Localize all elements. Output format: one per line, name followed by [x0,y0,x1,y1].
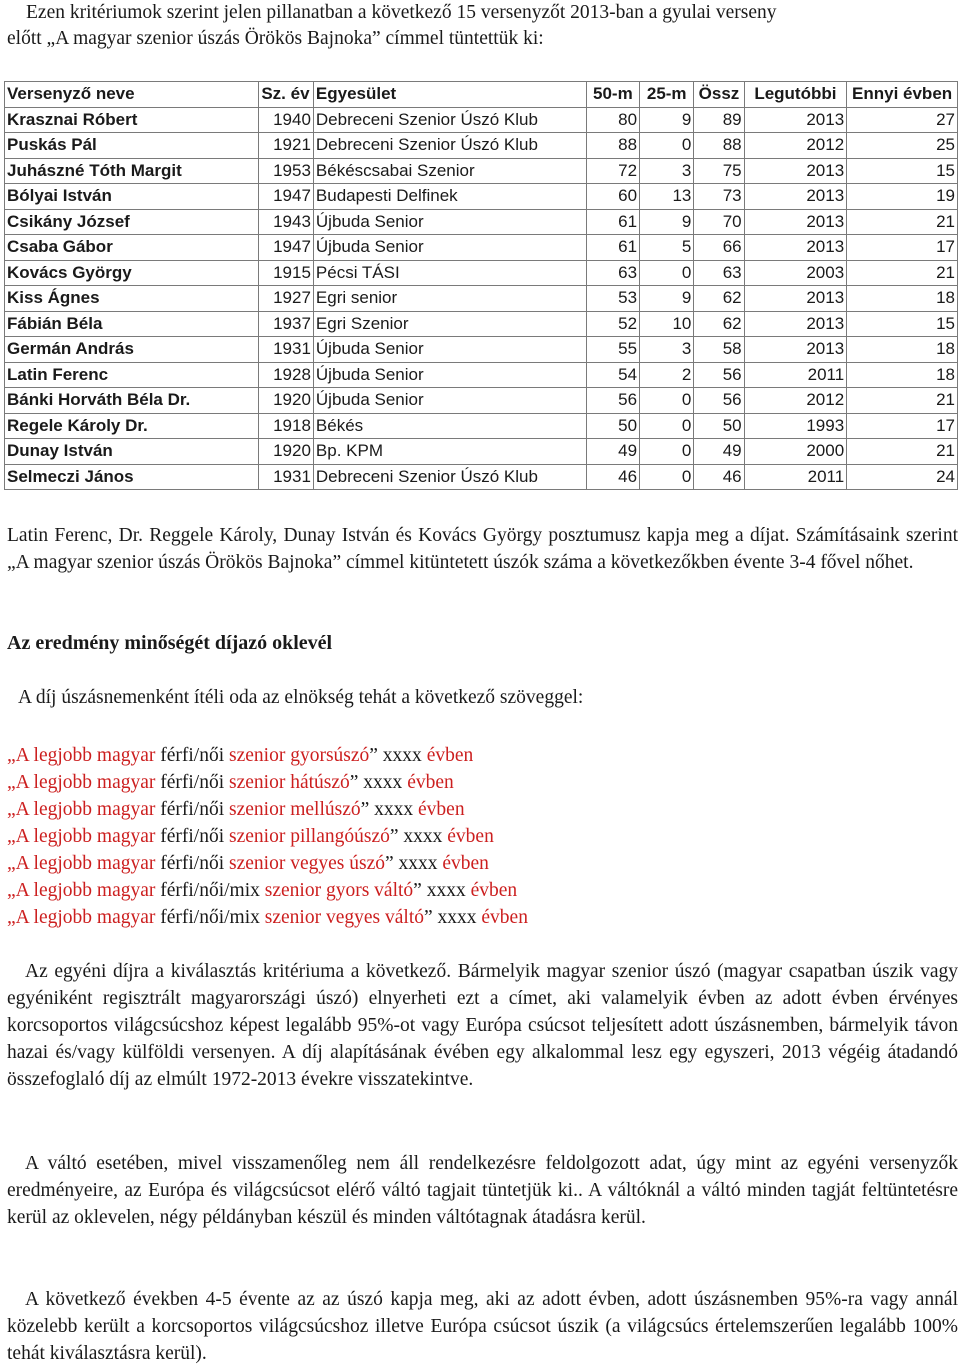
award-part-d: ” xxxx [413,880,471,901]
cell-name: Juhászné Tóth Margit [5,158,259,184]
cell-birth-year: 1940 [259,107,314,133]
cell-m25: 3 [640,158,694,184]
cell-club: Debreceni Szenior Úszó Klub [313,107,586,133]
cell-m50: 54 [586,362,639,388]
cell-years: 21 [847,388,958,414]
award-title [7,877,528,904]
cell-years: 24 [847,464,958,490]
paragraph-relay [7,1150,958,1231]
table-row [5,133,958,159]
header-birth-year: Sz. év [259,82,314,108]
cell-birth-year: 1931 [259,337,314,363]
cell-birth-year: 1943 [259,209,314,235]
cell-total: 75 [694,158,744,184]
award-title [7,904,528,931]
cell-m50: 53 [586,286,639,312]
table-row [5,286,958,312]
intro-line-1: Ezen kritériumok szerint jelen pillanatban a következő 15 versenyzőt 2013-ban a gyulai verseny [26,2,777,23]
cell-m50: 61 [586,235,639,261]
award-part-b: férfi/női [155,772,230,793]
award-title [7,742,528,769]
cell-years: 27 [847,107,958,133]
table-row [5,235,958,261]
award-part-b: férfi/női [155,745,230,766]
cell-m50: 88 [586,133,639,159]
cell-birth-year: 1947 [259,235,314,261]
award-part-c: szenior mellúszó [229,799,361,820]
cell-m25: 9 [640,286,694,312]
table-row [5,158,958,184]
award-part-e: évben [470,880,518,901]
cell-club: Újbuda Senior [313,388,586,414]
cell-name: Germán András [5,337,259,363]
award-part-e: évben [447,826,494,847]
cell-name: Bánki Horváth Béla Dr. [5,388,259,414]
award-part-c: szenior vegyes váltó [264,907,424,928]
cell-latest: 2013 [744,311,847,337]
header-name: Versenyző neve [5,82,259,108]
table-row [5,107,958,133]
cell-years: 21 [847,439,958,465]
cell-years: 21 [847,209,958,235]
cell-name: Puskás Pál [5,133,259,159]
cell-m25: 0 [640,388,694,414]
award-title [7,769,528,796]
cell-m50: 72 [586,158,639,184]
award-part-e: évben [426,745,474,766]
award-part-e: évben [442,853,489,874]
cell-birth-year: 1915 [259,260,314,286]
cell-m25: 9 [640,107,694,133]
award-part-a: „A legjobb magyar [7,907,156,928]
cell-m25: 0 [640,439,694,465]
cell-m50: 49 [586,439,639,465]
award-title [7,850,528,877]
cell-m25: 5 [640,235,694,261]
award-part-c: szenior vegyes úszó [229,853,385,874]
cell-total: 88 [694,133,744,159]
cell-latest: 2013 [744,158,847,184]
cell-latest: 2003 [744,260,847,286]
after-table-text: Latin Ferenc, Dr. Reggele Károly, Dunay István és Kovács György posztumusz kapja meg a díjat. Számításaink szerint „A magyar szenior úszás Örökös Bajnoka” címmel kitüntetett úszók száma a következőkben évente 3-4 fővel nőhet. [7,525,958,573]
award-part-a: „A legjobb magyar [7,853,156,874]
cell-name: Bólyai István [5,184,259,210]
intro-line-2: előtt „A magyar szenior úszás Örökös Bajnoka” címmel tüntettük ki: [7,28,544,49]
cell-name: Kovács György [5,260,259,286]
cell-m25: 0 [640,260,694,286]
cell-years: 15 [847,158,958,184]
cell-name: Regele Károly Dr. [5,413,259,439]
award-titles-list [7,742,528,931]
award-part-c: szenior hátúszó [229,772,350,793]
cell-total: 56 [694,362,744,388]
cell-m25: 0 [640,413,694,439]
cell-name: Fábián Béla [5,311,259,337]
table-row [5,184,958,210]
paragraph-future-text: A következő években 4-5 évente az az úszó kapja meg, aki az adott évben, adott úszásnemben 95%-ra vagy annál közelebb került a korcsoportos világcsúcshoz illetve Európa csúcsot úszik (a világcsúcs értelemszerűen legalább 100% tehát kiválasztásra kerül). [7,1289,958,1364]
cell-years: 18 [847,337,958,363]
cell-total: 73 [694,184,744,210]
cell-latest: 2013 [744,337,847,363]
cell-m25: 3 [640,337,694,363]
cell-m50: 60 [586,184,639,210]
header-50m: 50-m [586,82,639,108]
header-25m: 25-m [640,82,694,108]
header-years: Ennyi évben [847,82,958,108]
cell-m25: 10 [640,311,694,337]
cell-club: Debreceni Szenior Úszó Klub [313,133,586,159]
cell-club: Újbuda Senior [313,235,586,261]
table-row [5,311,958,337]
paragraph-future [7,1286,958,1367]
cell-club: Békés [313,413,586,439]
table-body [5,107,958,490]
award-part-b: férfi/női [155,853,230,874]
award-part-d: ” xxxx [384,853,443,874]
cell-birth-year: 1937 [259,311,314,337]
cell-m25: 0 [640,133,694,159]
cell-m50: 55 [586,337,639,363]
award-part-d: ” xxxx [369,745,427,766]
cell-latest: 2013 [744,286,847,312]
cell-club: Újbuda Senior [313,337,586,363]
award-title [7,823,528,850]
intro-text [7,0,956,52]
award-part-b: férfi/női/mix [155,907,265,928]
cell-club: Debreceni Szenior Úszó Klub [313,464,586,490]
table-row [5,337,958,363]
cell-total: 66 [694,235,744,261]
header-total: Össz [694,82,744,108]
cell-name: Selmeczi János [5,464,259,490]
section-heading: Az eredmény minőségét díjazó oklevél [7,632,333,654]
cell-total: 46 [694,464,744,490]
award-part-c: szenior gyors váltó [264,880,414,901]
cell-latest: 2013 [744,235,847,261]
cell-m25: 0 [640,464,694,490]
award-part-a: „A legjobb magyar [7,799,156,820]
table-row [5,260,958,286]
award-part-c: szenior pillangóúszó [229,826,390,847]
table-row [5,439,958,465]
award-part-a: „A legjobb magyar [7,772,156,793]
header-latest: Legutóbbi [744,82,847,108]
cell-name: Krasznai Róbert [5,107,259,133]
cell-years: 18 [847,362,958,388]
results-table [4,81,958,490]
cell-total: 63 [694,260,744,286]
award-part-a: „A legjobb magyar [7,826,156,847]
table-row [5,464,958,490]
table-row [5,413,958,439]
cell-total: 58 [694,337,744,363]
cell-name: Latin Ferenc [5,362,259,388]
award-title [7,796,528,823]
cell-m50: 61 [586,209,639,235]
cell-total: 56 [694,388,744,414]
cell-m50: 80 [586,107,639,133]
cell-years: 17 [847,413,958,439]
award-intro-text: A díj úszásnemenként ítéli oda az elnökség tehát a következő szöveggel: [18,687,584,708]
cell-club: Pécsi TÁSI [313,260,586,286]
cell-name: Csaba Gábor [5,235,259,261]
cell-birth-year: 1920 [259,439,314,465]
cell-latest: 2011 [744,362,847,388]
cell-m25: 2 [640,362,694,388]
paragraph-relay-text: A váltó esetében, mivel visszamenőleg nem áll rendelkezésre feldolgozott adat, úgy mint az egyéni versenyzők eredményeire, az Európa és világcsúcsot elérő váltó tagjait tüntetjük ki.. A váltóknál a váltó minden tagját feltüntetésre kerül az oklevelen, négy példányban készül és minden váltótagnak átadásra kerül. [7,1153,958,1228]
award-part-d: ” xxxx [360,799,419,820]
cell-m50: 46 [586,464,639,490]
cell-club: Egri senior [313,286,586,312]
cell-club: Egri Szenior [313,311,586,337]
cell-club: Bp. KPM [313,439,586,465]
award-part-d: ” xxxx [349,772,408,793]
cell-total: 70 [694,209,744,235]
cell-years: 17 [847,235,958,261]
award-part-e: évben [407,772,454,793]
cell-birth-year: 1928 [259,362,314,388]
cell-club: Újbuda Senior [313,362,586,388]
cell-years: 25 [847,133,958,159]
cell-birth-year: 1947 [259,184,314,210]
table-row [5,209,958,235]
cell-club: Békéscsabai Szenior [313,158,586,184]
award-part-b: férfi/női/mix [155,880,265,901]
cell-latest: 2013 [744,184,847,210]
cell-m50: 50 [586,413,639,439]
cell-m50: 56 [586,388,639,414]
award-part-b: férfi/női [155,799,230,820]
cell-birth-year: 1931 [259,464,314,490]
award-part-d: ” xxxx [389,826,448,847]
cell-m50: 52 [586,311,639,337]
award-part-e: évben [418,799,465,820]
award-part-e: évben [481,907,528,928]
cell-total: 89 [694,107,744,133]
cell-latest: 2012 [744,133,847,159]
cell-latest: 2013 [744,209,847,235]
cell-birth-year: 1953 [259,158,314,184]
award-part-a: „A legjobb magyar [7,745,156,766]
paragraph-individual-text: Az egyéni díjra a kiválasztás kritériuma a következő. Bármelyik magyar szenior úszó (magyar csapatban úszik vagy egyéniként regisztrált magyarországi úszó) elnyerheti ezt a címet, aki valamelyik évben az adott évben érvényes korcsoportos világcsúcshoz képest legalább 95%-ot vagy Európa csúcsot teljesített adott úszásnemben, bármelyik távon hazai és/vagy külföldi versenyen. A díj alapításának évében egy alkalommal lesz egy egyszeri, 2013 végéig átadandó összefoglaló díj az elmúlt 1972-2013 évekre visszatekintve. [7,961,958,1090]
table-header-row [5,82,958,108]
cell-total: 50 [694,413,744,439]
cell-latest: 2012 [744,388,847,414]
cell-years: 15 [847,311,958,337]
cell-m50: 63 [586,260,639,286]
table-row [5,362,958,388]
cell-birth-year: 1927 [259,286,314,312]
award-part-d: ” xxxx [423,907,482,928]
cell-latest: 2000 [744,439,847,465]
cell-years: 21 [847,260,958,286]
cell-total: 49 [694,439,744,465]
cell-birth-year: 1918 [259,413,314,439]
cell-name: Csikány József [5,209,259,235]
cell-years: 19 [847,184,958,210]
paragraph-individual [7,958,958,1093]
cell-m25: 13 [640,184,694,210]
cell-total: 62 [694,286,744,312]
cell-m25: 9 [640,209,694,235]
cell-years: 18 [847,286,958,312]
cell-name: Dunay István [5,439,259,465]
cell-latest: 2011 [744,464,847,490]
award-part-b: férfi/női [155,826,230,847]
cell-birth-year: 1920 [259,388,314,414]
cell-club: Budapesti Delfinek [313,184,586,210]
award-part-c: szenior gyorsúszó [229,745,370,766]
header-club: Egyesület [313,82,586,108]
cell-latest: 1993 [744,413,847,439]
cell-name: Kiss Ágnes [5,286,259,312]
cell-total: 62 [694,311,744,337]
cell-club: Újbuda Senior [313,209,586,235]
table-row [5,388,958,414]
cell-birth-year: 1921 [259,133,314,159]
award-part-a: „A legjobb magyar [7,880,156,901]
cell-latest: 2013 [744,107,847,133]
